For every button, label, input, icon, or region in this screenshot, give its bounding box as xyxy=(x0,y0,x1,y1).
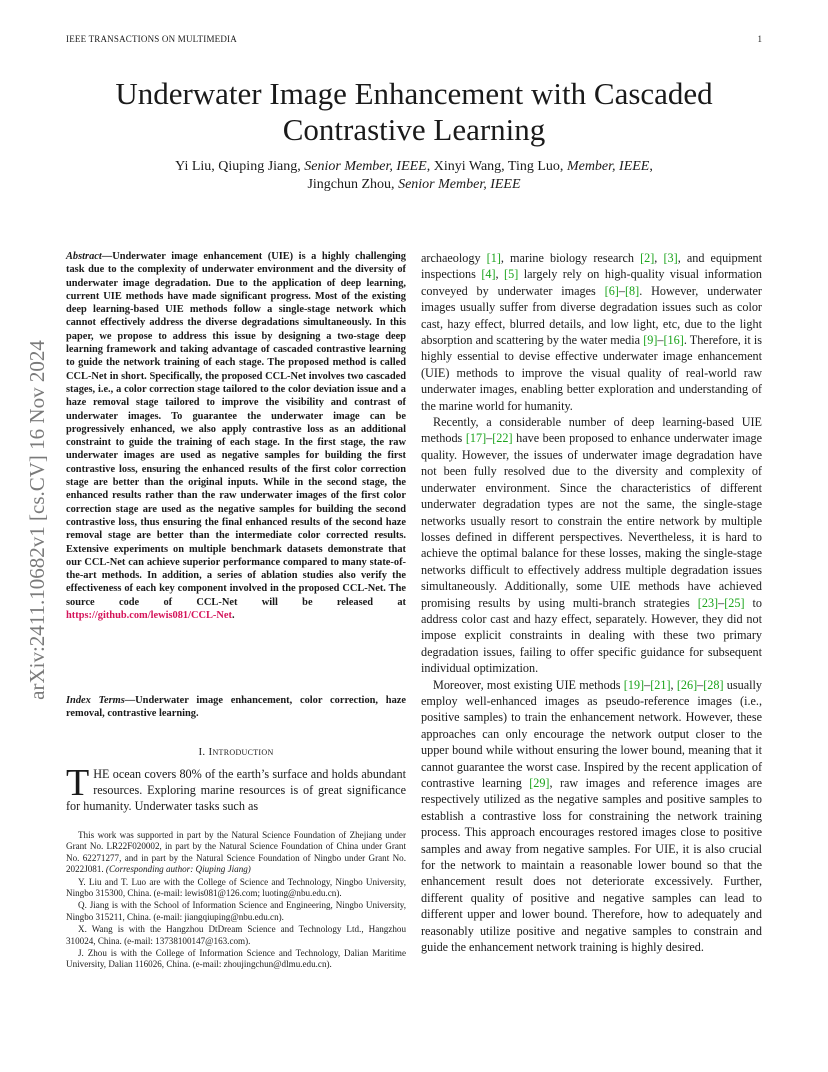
body-text: Moreover, most existing UIE methods xyxy=(433,677,624,692)
intro-paragraph xyxy=(66,762,406,815)
section-name: Introduction xyxy=(208,746,274,758)
author-list xyxy=(60,158,768,194)
footnote-text: Y. Liu and T. Luo are with the College of Science and Technology, Ningbo University, Ningbo 315300, China. (e-mail: lewis081@126.com; luoting@nbu.edu.cn). xyxy=(66,876,406,899)
abstract-end: . xyxy=(231,610,235,622)
citation-link[interactable]: [16] xyxy=(663,333,684,348)
index-terms-lead: Index Terms xyxy=(66,695,125,706)
citation-link[interactable]: [21] xyxy=(650,677,671,692)
body-text: – xyxy=(644,677,651,692)
authors-text: , xyxy=(649,159,653,174)
citation-link[interactable]: [1] xyxy=(486,251,501,265)
body-text: largely rely on high-quality visual information conveyed by underwater images xyxy=(421,267,763,298)
citation-link[interactable]: [3] xyxy=(663,251,678,265)
footnote-text: Q. Jiang is with the School of Information Science and Engineering, Ningbo University, Ningbo 315211, China. (e-mail: jiangqiuping@nbu.edu.cn). xyxy=(66,900,406,922)
body-text: archaeology xyxy=(421,251,487,265)
citation-link[interactable]: [25] xyxy=(724,595,745,610)
body-text: , xyxy=(495,267,505,282)
footnote xyxy=(66,900,406,923)
authors-text: , Xinyi Wang, Ting Luo, xyxy=(426,159,567,174)
body-text: – xyxy=(697,677,704,692)
right-column xyxy=(421,250,762,955)
section-heading xyxy=(66,746,406,758)
footnote-text: This work was supported in part by the Natural Science Foundation of Zhejiang under Grant No. LR22F020002, in part by the Natural Science Foundation of China under Grant No. 62271277, and in part by the Natural Science Foundation of Ningbo under Grant No. 2022J081. xyxy=(66,830,406,875)
citation-link[interactable]: [26] xyxy=(676,677,698,692)
journal-header: IEEE TRANSACTIONS ON MULTIMEDIA xyxy=(66,34,237,44)
paragraph xyxy=(421,677,762,956)
body-text: usually employ well-enhanced images as pseudo-reference images (i.e., positive samples) to train the enhancement network. However, these approaches can only encourage the network output closer to the upper bound while without ensuring the lower bound, meaning that it cannot guarantee the worst case. Inspired by the recent application of contrastive learning xyxy=(421,677,763,790)
body-text: to address color cast and hazy effect, separately. However, they did not impose explicit constraints in dealing with these two primary degradation issues, failing to offer specific guidance for subsequent individual optimization. xyxy=(421,595,762,676)
body-text: , raw images and reference images are respectively utilized as the negative samples and positive samples to establish a contrastive loss for constraining the network training process. This approach encourages restored images close to positive samples and away from negative samples. For UIE, it is also crucial for the network to maintain a reasonable lower bound so that the enhancement result does not deteriorate excessively. Further, different quality of positive and negative samples can lead to different upper and lower bound. Therefore, how to adequately and reasonably utilize positive and negative samples to constrain and guide the enhancement network training is highly desired. xyxy=(421,776,762,955)
index-terms-text: —Underwater image enhancement, color correction, haze removal, contrastive learning. xyxy=(66,695,406,720)
body-text: have been proposed to enhance underwater image quality. However, the issues of underwater image degradation have not been fully resolved due to the diversity and complexity of underwater environment. Since the characteristics of different underwater degradation types are not the same, the single-stage networks usually resort to constrain the entire network by multiple losses defined in different perspectives. Nevertheless, it is hard to achieve the optimal balance for these losses, making the single-stage networks difficult to effectively address multiple degradation issues simultaneously. Additionally, some UIE methods have achieved promising results by using multi-branch strategies xyxy=(421,431,762,610)
source-code-link[interactable]: https://github.com/lewis081/CCL-Net xyxy=(66,610,232,622)
drop-cap: T xyxy=(66,762,90,804)
footnote-text: X. Wang is with the Hangzhou DtDream Science and Technology Ltd., Hangzhou 310024, China. (e-mail: 13738100147@163.com). xyxy=(66,924,406,946)
intro-text: ocean covers 80% of the earth’s surface and holds abundant resources. Exploring marine resources is of great significance for humanity. Underwater tasks such as xyxy=(66,767,406,814)
author-grade: Member, IEEE xyxy=(566,159,650,174)
citation-link[interactable]: [2] xyxy=(640,251,655,265)
citation-link[interactable]: [4] xyxy=(481,267,496,282)
body-text: – xyxy=(486,431,493,446)
citation-link[interactable]: [5] xyxy=(504,267,519,282)
abstract xyxy=(66,250,406,622)
paper-title: Underwater Image Enhancement with Cascaded Contrastive Learning xyxy=(115,76,713,147)
body-text: , marine biology research xyxy=(500,251,641,265)
index-terms xyxy=(66,694,406,721)
authors-text: Jingchun Zhou, xyxy=(307,177,399,192)
body-text: – xyxy=(718,595,725,610)
body-text: – xyxy=(657,333,664,348)
body-text: Recently, a considerable number of deep learning-based UIE methods xyxy=(421,415,762,446)
body-text: , xyxy=(654,251,664,265)
body-text: . Therefore, it is highly essential to devise effective underwater image enhancement (UIE) methods to improve the visual quality of real-world raw underwater images, enabling better exploration and understanding of the marine world for humanity. xyxy=(421,333,762,413)
citation-link[interactable]: [19] xyxy=(623,677,645,692)
citation-link[interactable]: [28] xyxy=(703,677,724,692)
arxiv-stamp-text: arXiv:2411.10682v1 [cs.CV] 16 Nov 2024 xyxy=(25,340,49,700)
citation-link[interactable]: [6] xyxy=(604,283,619,298)
page-number: 1 xyxy=(757,34,762,44)
footnotes xyxy=(66,830,406,972)
body-text: , and equipment inspections xyxy=(421,251,763,282)
section-numeral: I. xyxy=(198,746,209,758)
footnote-italic: (Corresponding author: Qiuping Jiang) xyxy=(105,864,251,875)
intro-first-word: HE xyxy=(93,767,110,781)
citation-link[interactable]: [8] xyxy=(624,283,640,298)
citation-link[interactable]: [23] xyxy=(697,595,719,610)
footnote xyxy=(66,877,406,900)
citation-link[interactable]: [29] xyxy=(529,776,550,790)
paragraph xyxy=(421,250,762,414)
footnote-text: J. Zhou is with the College of Information Science and Technology, Dalian Maritime University, Dalian 116026, China. (e-mail: zhoujingchun@dlmu.edu.cn). xyxy=(66,948,406,970)
citation-link[interactable]: [9] xyxy=(643,333,658,348)
arxiv-watermark xyxy=(22,280,52,760)
author-grade: Senior Member, IEEE xyxy=(398,177,521,192)
abstract-text: —Underwater image enhancement (UIE) is a highly challenging task due to the complexity of underwater environment and the diversity of underwater image degradation. Due to the application of deep learning, current UIE methods have made significant progress. Most of the existing deep learning-based UIE methods follow a single-stage network which cannot effectively address the diverse degradations simultaneously. In this paper, we propose to address this issue by designing a two-stage deep learning framework and taking advantage of cascaded contrastive learning to guide the network training of each stage. The proposed method is called CCL-Net in short. Specifically, the proposed CCL-Net involves two cascaded stages, i.e., a color correction stage tailored to the color deviation issue and a haze removal stage tailored to improve the visibility and contrast of underwater images. To guarantee the underwater image can be progressively enhanced, we also apply contrastive loss as an additional constraint to guide the training of each stage. In the first stage, the raw underwater images are used as negative samples for building the first contrastive loss, ensuring the enhanced results of the first color correction stage are better than the original inputs. While in the second stage, the enhanced results rather than the raw underwater images of the first color correction stage are used as the negative samples for building the second contrastive loss, thus ensuring the final enhanced results of the second haze removal stage are better than the intermediate color corrected results. Extensive experiments on multiple benchmark datasets demonstrate that our CCL-Net can achieve superior performance compared to many state-of-the-art methods. In addition, a series of ablation studies also verify the effectiveness of each key component involved in the proposed CCL-Net. The source code of CCL-Net will be released at xyxy=(66,251,406,608)
footnote xyxy=(66,948,406,971)
citation-link[interactable]: [22] xyxy=(492,431,513,446)
authors-text: Yi Liu, Qiuping Jiang, xyxy=(175,159,305,174)
abstract-lead: Abstract xyxy=(66,251,102,262)
author-grade: Senior Member, IEEE xyxy=(304,159,427,174)
body-text: , xyxy=(670,677,677,692)
body-text: . However, underwater images usually suffer from diverse degradation issues such as color cast, hazy effect, blurred details, and low light, etc, due to the light absorption and scattering by the water media xyxy=(421,283,762,348)
footnote xyxy=(66,924,406,947)
body-text: – xyxy=(618,283,625,298)
citation-link[interactable]: [17] xyxy=(465,431,487,446)
footnote xyxy=(66,830,406,876)
paragraph xyxy=(421,414,762,677)
